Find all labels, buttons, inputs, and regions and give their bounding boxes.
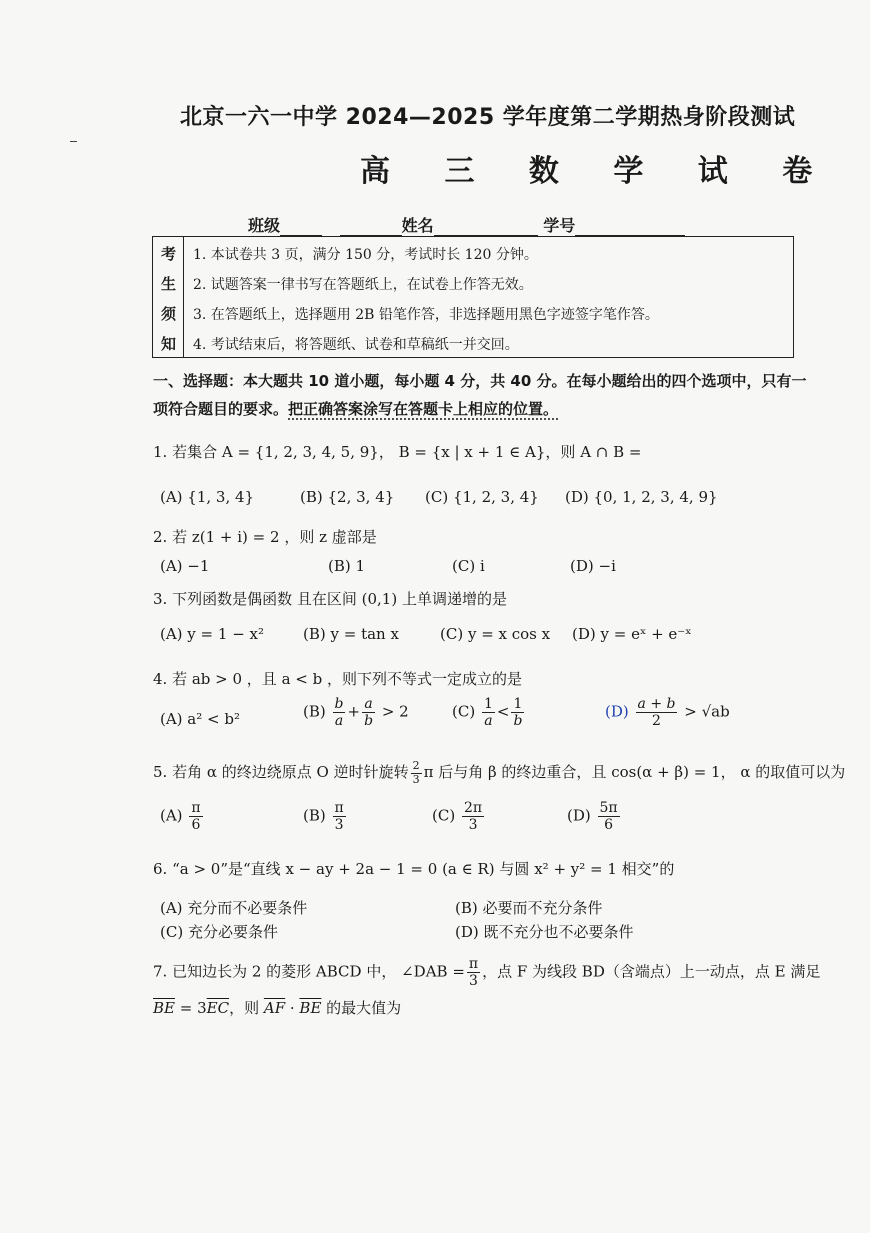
q1-option-b: (B) {2, 3, 4} xyxy=(300,488,395,506)
vector-ec: $\overline{EC}$ xyxy=(206,999,230,1017)
q5-option-a: (A) $\frac{\pi}{6}$ xyxy=(160,800,201,834)
notice-item: 4. 考试结束后，将答题纸、试卷和草稿纸一并交回。 xyxy=(193,337,519,353)
q2-option-d: (D) −i xyxy=(570,557,616,575)
q5-option-d: (D) $\frac{5\pi}{6}$ xyxy=(567,800,618,834)
q6-option-b: (B) 必要而不充分条件 xyxy=(455,899,603,917)
fraction: $\frac{2}{3}$ xyxy=(412,759,420,786)
id-blank[interactable] xyxy=(575,221,685,236)
fraction: $\frac{5\pi}{6}$ xyxy=(599,800,618,834)
fraction: $\frac{\pi}{6}$ xyxy=(191,800,201,834)
class-blank-2[interactable] xyxy=(340,221,402,236)
question-6-stem: 6. “a > 0”是“直线 x − ay + 2a − 1 = 0 (a ∈ R) 与圆 x² + y² = 1 相交”的 xyxy=(153,860,675,878)
fraction: $\frac{2\pi}{3}$ xyxy=(463,800,483,834)
q2-option-b: (B) 1 xyxy=(328,557,366,575)
q6-option-a: (A) 充分而不必要条件 xyxy=(160,899,308,917)
q5-option-b: (B) $\frac{\pi}{3}$ xyxy=(303,800,344,834)
fraction: $\frac{1}{a}$ xyxy=(483,696,493,730)
student-info-row xyxy=(248,213,685,236)
vector-be: $\overline{BE}$ xyxy=(299,999,322,1017)
q4-option-c: (C) $\frac{1}{a}$ < $\frac{1}{b}$ xyxy=(452,696,523,730)
q3-option-d: (D) y = eˣ + e⁻ˣ xyxy=(572,625,692,643)
question-4-stem: 4. 若 ab > 0 ，且 a < b ，则下列不等式一定成立的是 xyxy=(153,670,522,688)
q3-option-a: (A) y = 1 − x² xyxy=(160,625,265,643)
q1-option-d: (D) {0, 1, 2, 3, 4, 9} xyxy=(565,488,718,506)
notice-item: 3. 在答题纸上，选择题用 2B 铅笔作答，非选择题用黑色字迹签字笔作答。 xyxy=(193,307,659,323)
question-3-stem: 3. 下列函数是偶函数 且在区间 (0,1) 上单调递增的是 xyxy=(153,590,507,608)
class-label: 班级 xyxy=(248,216,281,235)
notice-item: 1. 本试卷共 3 页，满分 150 分，考试时长 120 分钟。 xyxy=(193,247,538,263)
question-7-line2: $\overline{BE} = 3\overline{EC}$，则 $\overline{AF} \cdot \overline{BE}$ 的最大值为 xyxy=(153,999,402,1017)
q2-option-a: (A) −1 xyxy=(160,557,210,575)
dotted-emphasis: 把正确答案涂写在答题卡上相应的位置。 xyxy=(288,400,559,418)
fraction: $\frac{b}{a}$ xyxy=(334,696,344,730)
q3-option-c: (C) y = x cos x xyxy=(440,625,551,643)
class-blank[interactable] xyxy=(280,221,322,236)
name-blank[interactable] xyxy=(434,221,538,236)
name-label: 姓名 xyxy=(401,216,434,235)
notice-item: 2. 试题答案一律书写在答题纸上，在试卷上作答无效。 xyxy=(193,277,533,293)
question-7-stem: 7. 已知边长为 2 的菱形 ABCD 中， ∠DAB = $\frac{\pi}{3}$ ，点 F 为线段 BD（含端点）上一动点，点 E 满足 xyxy=(153,956,821,990)
notice-box xyxy=(152,236,794,358)
vector-af: $\overline{AF}$ xyxy=(263,999,286,1017)
school-title: 北京一六一中学 2024—2025 学年度第二学期热身阶段测试 xyxy=(180,105,796,130)
q6-option-d: (D) 既不充分也不必要条件 xyxy=(455,923,634,941)
q1-option-c: (C) {1, 2, 3, 4} xyxy=(425,488,539,506)
q1-option-a: (A) {1, 3, 4} xyxy=(160,488,255,506)
scan-mark xyxy=(70,141,77,142)
exam-title: 高 三 数 学 试 卷 xyxy=(360,154,835,189)
q4-option-a: (A) a² < b² xyxy=(160,710,240,728)
question-1-stem: 1. 若集合 A = {1, 2, 3, 4, 5, 9}， B = {x | x + 1 ∈ A}，则 A ∩ B = xyxy=(153,443,642,461)
q2-option-c: (C) i xyxy=(452,557,485,575)
q3-option-b: (B) y = tan x xyxy=(303,625,399,643)
q6-option-c: (C) 充分必要条件 xyxy=(160,923,278,941)
fraction: $\frac{\pi}{3}$ xyxy=(334,800,344,834)
fraction: $\frac{\pi}{3}$ xyxy=(468,956,479,990)
section-heading: 一、选择题：本大题共 10 道小题，每小题 4 分，共 40 分。在每小题给出的四个选项中，只有一 xyxy=(153,372,807,390)
q4-option-b: (B) $\frac{b}{a}$ + $\frac{a}{b}$ > 2 xyxy=(303,696,409,730)
q4-option-d: (D) $\frac{a + b}{2}$ > √ab xyxy=(605,696,730,730)
id-label: 学号 xyxy=(543,216,576,235)
fraction: $\frac{a}{b}$ xyxy=(364,696,374,730)
question-2-stem: 2. 若 z(1 + i) = 2 ，则 z 虚部是 xyxy=(153,528,377,546)
vector-be: $\overline{BE}$ xyxy=(153,999,175,1017)
q5-option-c: (C) $\frac{2\pi}{3}$ xyxy=(432,800,483,834)
section-instruction: 项符合题目的要求。把正确答案涂写在答题卡上相应的位置。 xyxy=(153,400,559,418)
notice-heading: 考 生 须 知 xyxy=(153,237,184,357)
question-5-stem: 5. 若角 α 的终边绕原点 O 逆时针旋转 $\frac{2}{3}$ π 后与角 β 的终边重合，且 cos(α + β) = 1， α 的取值可以为 xyxy=(153,759,846,786)
fraction: $\frac{1}{b}$ xyxy=(513,696,523,730)
fraction: $\frac{a + b}{2}$ xyxy=(637,696,676,730)
